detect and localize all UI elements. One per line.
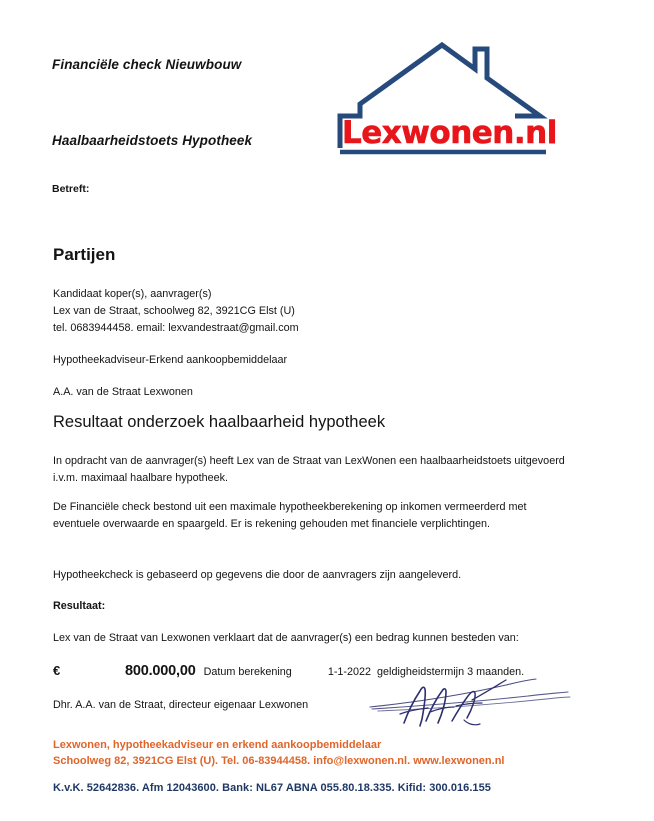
resultaat-paragraph-3: Hypotheekcheck is gebaseerd op gegevens die door de aanvragers zijn aangeleverd.	[53, 569, 462, 581]
advisor-name: A.A. van de Straat Lexwonen	[53, 386, 193, 398]
calculation-date-value: 1-1-2022	[327, 666, 372, 678]
betreft-label: Betreft:	[52, 183, 90, 195]
declaration-text: Lex van de Straat van Lexwonen verklaart dat de aanvrager(s) een bedrag kunnen besteden van:	[53, 632, 519, 644]
amount-value: 800.000,00	[125, 663, 196, 679]
resultaat-label: Resultaat:	[53, 600, 106, 612]
amount-row	[53, 663, 573, 679]
buyer-address: Lex van de Straat, schoolweg 82, 3921CG Elst (U)	[53, 305, 295, 317]
handwritten-signature	[368, 676, 573, 730]
resultaat-heading: Resultaat onderzoek haalbaarheid hypotheek	[53, 413, 386, 431]
validity-term: geldigheidstermijn 3 maanden.	[377, 666, 525, 678]
resultaat-paragraph-2: De Financiële check bestond uit een maximale hypotheekberekening op inkomen vermeerderd met eventuele overwaarde en spaargeld. Er is rekening gehouden met financiele verplichtingen.	[53, 501, 527, 530]
logo-wordmark: Lexwonen.nl	[342, 115, 557, 151]
signature-icon	[368, 676, 573, 730]
calculation-date-label: Datum berekening	[203, 666, 292, 678]
resultaat-paragraph-1: In opdracht van de aanvrager(s) heeft Lex van de Straat van LexWonen een haalbaarheidstoets uitgevoerd i.v.m. maximaal haalbare hypotheek.	[53, 455, 565, 484]
lexwonen-logo	[332, 36, 557, 172]
document-title: Financiële check Nieuwbouw	[52, 57, 242, 72]
partijen-heading: Partijen	[53, 245, 116, 264]
buyer-contact: tel. 0683944458. email: lexvandestraat@gmail.com	[53, 322, 299, 334]
house-icon	[332, 36, 557, 172]
document-header	[52, 56, 332, 195]
advisor-role: Hypotheekadviseur-Erkend aankoopbemiddelaar	[53, 354, 288, 366]
currency-symbol: €	[53, 663, 61, 678]
signatory-name: Dhr. A.A. van de Straat, directeur eigenaar Lexwonen	[53, 699, 309, 711]
footer-company-line: Lexwonen, hypotheekadviseur en erkend aankoopbemiddelaar	[53, 739, 382, 751]
footer-legal-line: K.v.K. 52642836. Afm 12043600. Bank: NL67 ABNA 055.80.18.335. Kifid: 300.016.155	[53, 782, 491, 794]
document-subtitle: Haalbaarheidstoets Hypotheek	[52, 133, 253, 148]
buyer-label: Kandidaat koper(s), aanvrager(s)	[53, 288, 212, 300]
footer-contact-line: Schoolweg 82, 3921CG Elst (U). Tel. 06-83944458. info@lexwonen.nl. www.lexwonen.nl	[53, 755, 505, 767]
